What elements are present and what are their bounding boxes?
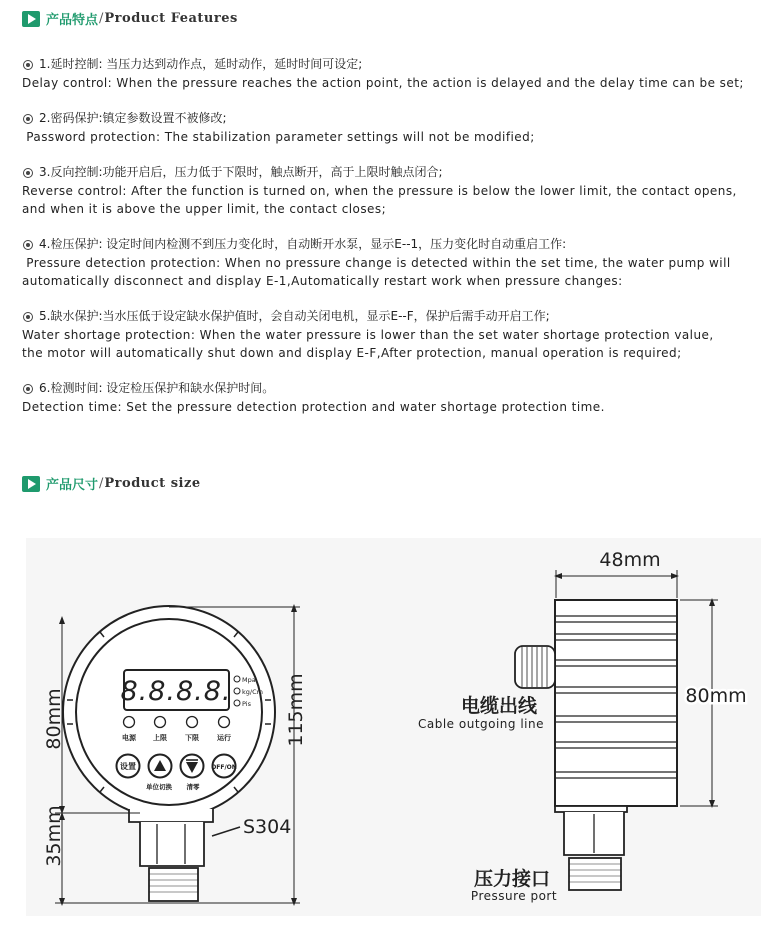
feature-en: Reverse control: After the function is turned on, when the pressure is below the lower limit, the contact opens,	[22, 184, 737, 198]
feature-cn: 6.检测时间: 设定检压保护和缺水保护时间。	[39, 381, 275, 395]
port-label-cn: 压力接口	[473, 868, 551, 890]
feature-en: Detection time: Set the pressure detection protection and water shortage protection time.	[22, 400, 605, 414]
size-title-separator: /	[99, 476, 104, 491]
dim-total-label: 115mm	[285, 673, 307, 747]
feature-en: automatically disconnect and display E-1,Automatically restart work when pressure changes:	[22, 274, 623, 288]
set-button-label: 设置	[120, 762, 136, 771]
led-label: 运行	[217, 734, 231, 742]
thread	[149, 868, 198, 901]
dim-upper-label: 80mm	[43, 688, 65, 750]
feature-en: Water shortage protection: When the water pressure is lower than the set water shortage protection value,	[22, 328, 714, 342]
gauge-face	[76, 619, 262, 805]
button-caption: 单位切换	[146, 783, 172, 791]
set-button	[117, 755, 140, 778]
dim-height-label: 80mm	[685, 685, 747, 707]
feature-en: Delay control: When the pressure reaches the action point, the action is delayed and the delay time can be set;	[22, 76, 744, 90]
feature-cn: 5.缺水保护:当水压低于设定缺水保护值时，会自动关闭电机，显示E--F，保护后需手动开启工作;	[39, 309, 550, 323]
size-title-cn: 产品尺寸	[46, 478, 99, 493]
hex-nut	[140, 822, 204, 866]
feature-cn: 2.密码保护:镇定参数设置不被修改;	[39, 111, 227, 125]
unit-label: kg/Cm	[242, 688, 263, 696]
side-view	[418, 549, 747, 903]
side-thread	[569, 858, 621, 890]
feature-en: and when it is above the upper limit, the contact closes;	[22, 202, 387, 216]
features-title-separator: /	[99, 11, 104, 26]
features-title-en: Product Features	[104, 11, 238, 26]
side-body	[555, 600, 677, 806]
unit-label: Pis	[242, 700, 251, 708]
cable-gland	[515, 646, 555, 688]
cable-label-cn: 电缆出线	[460, 695, 538, 717]
feature-cn: 1.延时控制: 当压力达到动作点，延时动作，延时时间可设定;	[39, 57, 363, 71]
feature-cn: 4.检压保护: 设定时间内检测不到压力变化时，自动断开水泵，显示E--1，压力变化时自动重启工作:	[39, 237, 567, 251]
feature-en: Password protection: The stabilization parameter settings will not be modified;	[22, 130, 535, 144]
cable-label-en: Cable outgoing line	[417, 717, 545, 731]
front-view	[43, 606, 307, 903]
led-label: 上限	[153, 734, 167, 742]
led-label: 电源	[122, 734, 136, 742]
features-title-cn: 产品特点	[46, 13, 99, 28]
off-on-button	[211, 755, 237, 778]
down-button	[181, 755, 204, 778]
feature-en: Pressure detection protection: When no pressure change is detected within the set time, the water pump will	[22, 256, 731, 270]
stem-collar	[129, 809, 213, 822]
port-label-en: Pressure port	[470, 889, 558, 903]
up-button	[149, 755, 172, 778]
unit-label: Mpa	[242, 676, 256, 684]
dim-lower-label: 35mm	[43, 805, 65, 867]
feature-cn: 3.反向控制:功能开启后，压力低于下限时，触点断开，高于上限时触点闭合;	[39, 165, 443, 179]
off-on-button-label: OFF/ON	[211, 764, 237, 771]
button-caption: 清零	[186, 783, 200, 791]
lcd-digits: 8.8.8.8.	[120, 676, 232, 707]
side-collar	[555, 806, 627, 812]
size-title-en: Product size	[104, 476, 201, 491]
dim-width-label: 48mm	[599, 549, 661, 571]
material-label: S304	[243, 816, 292, 838]
feature-en: the motor will automatically shut down and display E-F,After protection, manual operation is required;	[22, 346, 682, 360]
led-label: 下限	[185, 734, 199, 742]
